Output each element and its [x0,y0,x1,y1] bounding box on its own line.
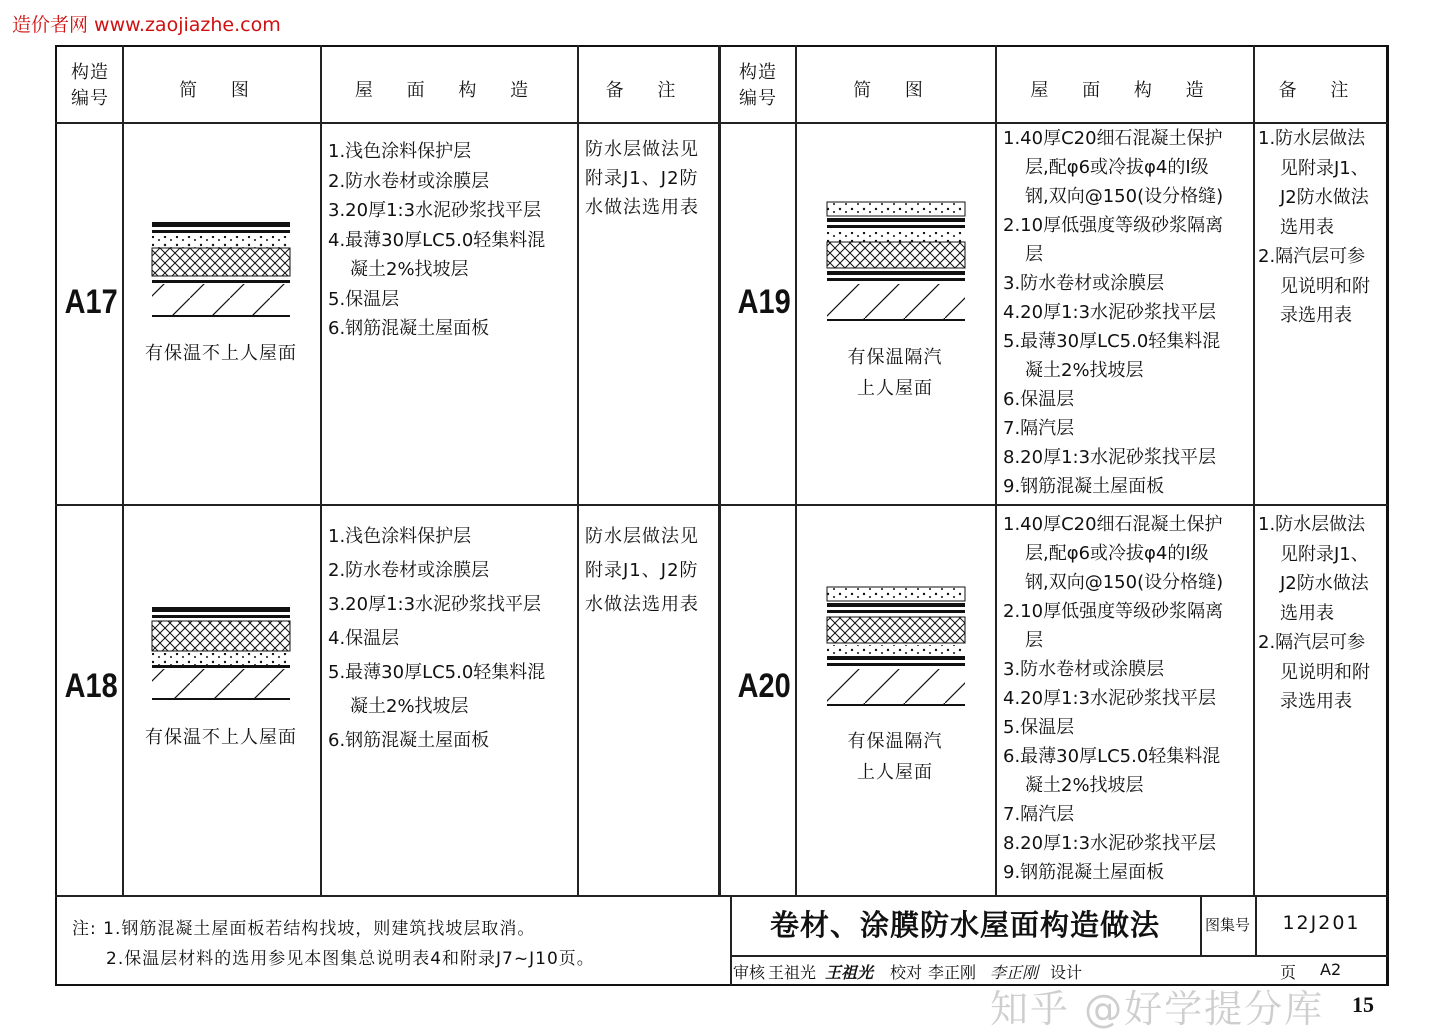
layer-item: 5.保温层 [1003,717,1075,738]
layer-item: 1.浅色涂料保护层 [328,526,472,547]
layer-item: 层 [1025,244,1043,265]
header-code-2: 编号 [71,88,109,109]
layer-item: 6.保温层 [1003,389,1075,410]
diagram-caption: 有保温不上人屋面 [145,727,297,748]
layer-item: 7.隔汽层 [1003,804,1075,825]
layer-item: 4.20厚1:3水泥砂浆找平层 [1003,688,1217,709]
layer-item: 层 [1025,630,1043,651]
page-label: 页 [1280,963,1297,982]
diagram-caption: 有保温隔汽 [847,731,943,752]
remark-line: 2.隔汽层可参 [1258,632,1366,653]
layer-item: 5.最薄30厚LC5.0轻集料混 [1003,331,1221,352]
header-remarks: 备 注 [1278,80,1363,101]
remark-line: 见说明和附 [1280,275,1370,297]
layer-item: 3.防水卷材或涂膜层 [1003,659,1165,680]
remark-line: 见附录J1、 [1280,543,1369,565]
layer-list [1003,510,1223,887]
layer-item: 3.防水卷材或涂膜层 [1003,273,1165,294]
layer-item: 6.钢筋混凝土屋面板 [328,730,490,751]
remark-line: 水做法选用表 [585,594,699,615]
layer-item: 5.保温层 [328,288,400,310]
layer-item: 凝土2%找坡层 [350,696,469,717]
page-number: 15 [1352,992,1374,1017]
note-1: 注: 1.钢筋混凝土屋面板若结构找坡，则建筑找坡层取消。 [72,919,536,939]
divider [55,895,1388,897]
layer-item: 2.10厚低强度等级砂浆隔离 [1003,601,1224,622]
checker-signature: 李正刚 [990,963,1039,982]
construction-code: A20 [737,667,791,705]
layer-item: 8.20厚1:3水泥砂浆找平层 [1003,833,1217,854]
layer-item: 4.最薄30厚LC5.0轻集料混 [328,229,546,251]
remark-line: 录选用表 [1280,305,1352,326]
divider [995,45,997,895]
reviewer-signature: 王祖光 [825,963,874,982]
remark-line: 水做法选用表 [585,197,699,218]
remark-line: J2防水做法 [1280,187,1369,208]
remarks [585,135,699,222]
header-diagram: 简 图 [853,80,937,101]
review-label: 审核 [733,963,766,982]
remark-line: 1.防水层做法 [1258,514,1366,535]
layer-item: 1.40厚C20细石混凝土保护 [1003,128,1223,149]
layer-item: 4.20厚1:3水泥砂浆找平层 [1003,302,1217,323]
remark-line: 见附录J1、 [1280,157,1369,179]
layer-item: 8.20厚1:3水泥砂浆找平层 [1003,447,1217,468]
remark-line: 选用表 [1280,602,1334,624]
reviewer-name: 王祖光 [768,963,817,982]
remark-line: 附录J1、J2防 [585,560,699,581]
drawing-title: 卷材、涂膜防水屋面构造做法 [769,908,1160,942]
construction-code: A17 [64,283,118,321]
header-code-1: 构造 [739,62,777,83]
bottom-watermark: 知乎 @好学提分库 [990,987,1325,1031]
remark-line: 选用表 [1280,216,1334,238]
layer-item: 6.最薄30厚LC5.0轻集料混 [1003,746,1221,767]
layer-item: 2.防水卷材或涂膜层 [328,560,490,581]
layer-list [328,520,545,758]
divider [718,45,721,895]
diagram-caption: 上人屋面 [857,762,933,783]
note-2: 2.保温层材料的选用参见本图集总说明表4和附录J7~J10页。 [106,949,595,969]
layer-item: 2.10厚低强度等级砂浆隔离 [1003,215,1224,236]
diagram-caption: 上人屋面 [857,378,933,399]
atlas-number: 12J201 [1282,912,1361,934]
remark-line: J2防水做法 [1280,573,1369,594]
frame-edge [1386,45,1389,985]
divider [730,955,1388,957]
diagram-caption: 有保温不上人屋面 [145,343,297,364]
remarks [1258,510,1370,717]
remarks [1258,124,1370,331]
layer-item: 凝土2%找坡层 [1025,775,1144,796]
layer-item: 2.防水卷材或涂膜层 [328,170,490,192]
layer-item: 4.保温层 [328,628,400,649]
header-diagram: 简 图 [179,80,263,101]
layer-item: 钢,双向@150(设分格缝) [1025,572,1224,593]
header-code-1: 构造 [71,62,109,83]
construction-code: A18 [64,667,118,705]
layer-item: 凝土2%找坡层 [1025,360,1144,381]
divider [55,504,1388,506]
remark-line: 见说明和附 [1280,661,1370,683]
design-label: 设计 [1050,963,1083,982]
layer-item: 7.隔汽层 [1003,418,1075,439]
remarks [585,520,699,622]
layer-item: 9.钢筋混凝土屋面板 [1003,862,1165,883]
divider [1253,45,1255,895]
divider [320,45,322,895]
checker-name: 李正刚 [928,963,977,982]
layer-item: 层,配φ6或冷拔φ4的I级 [1025,543,1209,564]
layer-item: 6.钢筋混凝土屋面板 [328,318,490,339]
roof-section-diagram [150,218,295,323]
layer-item: 1.40厚C20细石混凝土保护 [1003,514,1223,535]
remark-line: 录选用表 [1280,691,1352,712]
roof-section-diagram [825,583,970,713]
remark-line: 附录J1、J2防 [585,168,699,189]
layer-item: 层,配φ6或冷拔φ4的I级 [1025,157,1209,178]
header-remarks: 备 注 [605,80,690,101]
layer-list [1003,124,1223,501]
header-layers: 屋 面 构 造 [1030,80,1218,101]
layer-item: 1.浅色涂料保护层 [328,141,472,162]
page-code: A2 [1320,960,1342,979]
divider [577,45,579,895]
top-watermark: 造价者网 www.zaojiazhe.com [12,14,281,36]
header-layers: 屋 面 构 造 [354,80,543,101]
layer-item: 9.钢筋混凝土屋面板 [1003,476,1165,497]
remark-line: 1.防水层做法 [1258,128,1366,149]
remark-line: 防水层做法见 [585,139,699,160]
layer-item: 钢,双向@150(设分格缝) [1025,186,1224,207]
divider [122,45,124,895]
check-label: 校对 [890,963,923,982]
construction-code: A19 [737,283,791,321]
diagram-caption: 有保温隔汽 [847,347,943,368]
layer-item: 凝土2%找坡层 [350,259,469,280]
header-code-2: 编号 [739,88,777,109]
remark-line: 防水层做法见 [585,526,699,547]
remark-line: 2.隔汽层可参 [1258,246,1366,267]
layer-list [328,137,545,344]
layer-item: 5.最薄30厚LC5.0轻集料混 [328,662,546,683]
layer-item: 3.20厚1:3水泥砂浆找平层 [328,200,542,221]
roof-section-diagram [150,603,295,708]
roof-section-diagram [825,198,970,328]
atlas-label: 图集号 [1204,916,1250,934]
layer-item: 3.20厚1:3水泥砂浆找平层 [328,594,542,615]
